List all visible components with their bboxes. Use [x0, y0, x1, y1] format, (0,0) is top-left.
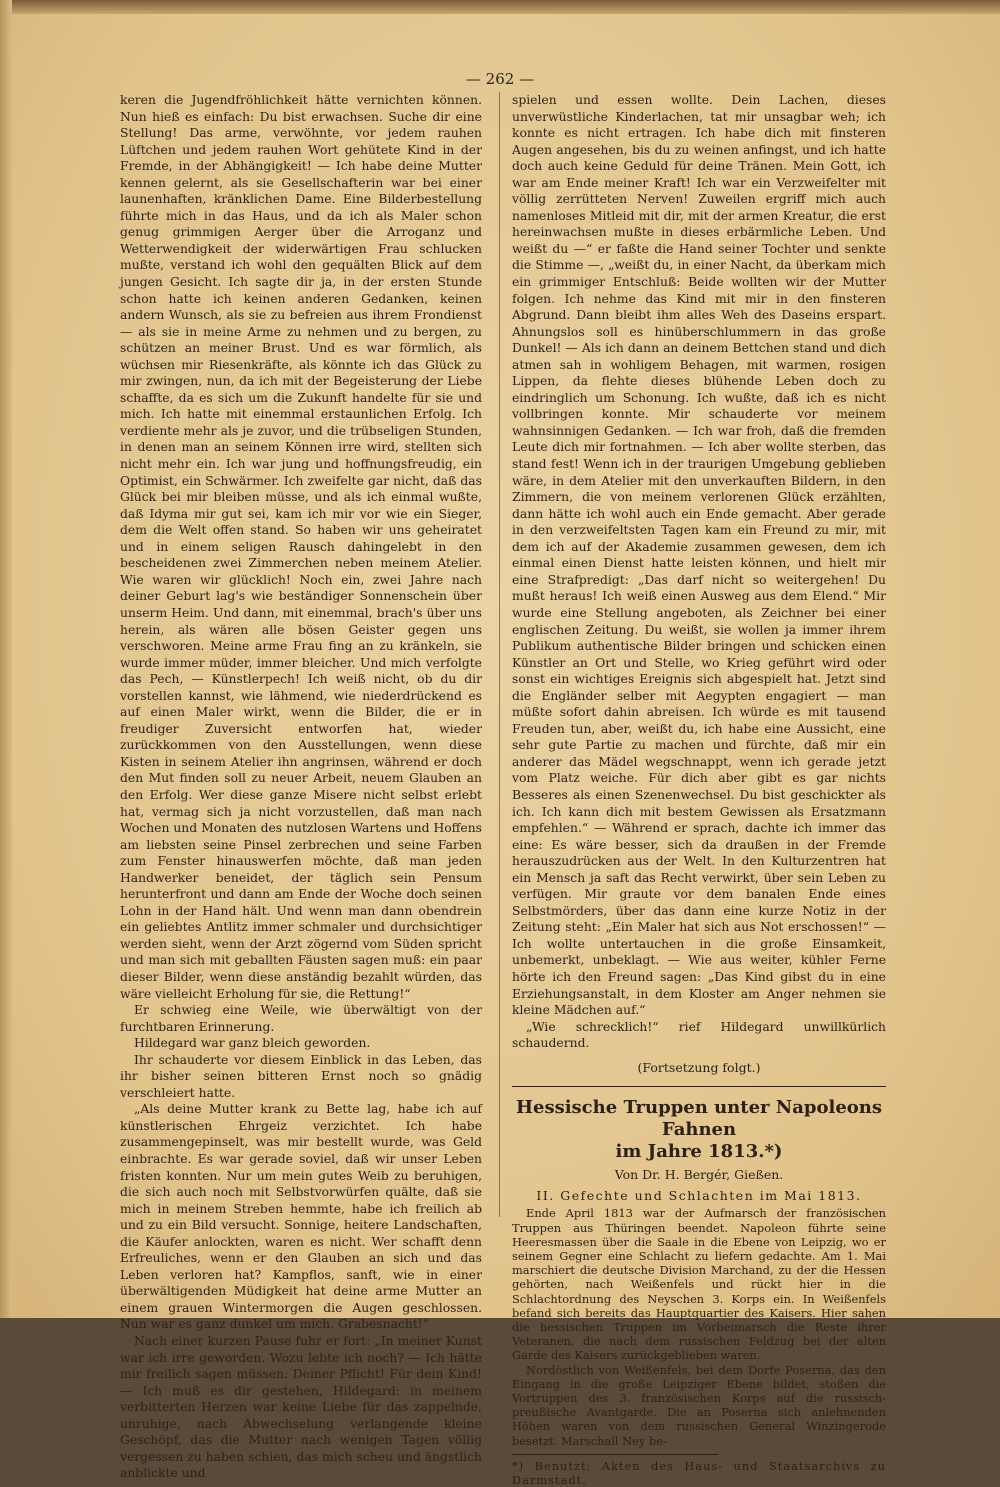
left-paragraph: Ihr schauderte vor diesem Einblick in das Leben, das ihr bisher seinen bitteren Ernst noch so gnädig verschleiert hatte.	[120, 1052, 482, 1100]
article-paragraph: Ende April 1813 war der Aufmarsch der französischen Truppen aus Thüringen beendet. Napoleon führte seine Heeresmassen über die Saale in die Ebene von Leipzig, wo er seinem Gegner eine Schlacht zu liefern gedachte. Am 1. Mai marschiert die deutsche Division Marchand, zu der die Hessen gehörten, nach Weißenfels und rückt hier in die Schlachtordnung des Neyschen 3. Korps ein. In Weißenfels befand sich bereits das Hauptquartier des Kaisers. Hier sahen die hessischen Truppen im Vorbeimarsch die Reste ihrer Veteranen, die nach dem russischen Feldzug bei der alten Garde des Kaisers zurückgeblieben waren.	[512, 1206, 886, 1363]
left-paragraph: keren die Jugendfröhlichkeit hätte vernichten können. Nun hieß es einfach: Du bist erwachsen. Suche dir eine Stellung! Das arme, verwöhnte, vor jedem rauhen Lüftchen und jedem rauhen Wort gehütete Kind in der Fremde, in der Abhängigkeit! — Ich habe deine Mutter kennen gelernt, als sie Gesellschafterin war bei einer launenhaften, kränklichen Dame. Eine Bilderbestellung führte mich in das Haus, und da ich als Maler schon genug grimmigen Aerger über die Arroganz und Wetterwendigkeit der widerwärtigen Frau schlucken mußte, verstand ich wohl den gequälten Blick auf dem jungen Gesicht. Ich sagte dir ja, in der ersten Stunde schon hatte ich keinen anderen Gedanken, keinen andern Wunsch, als sie zu befreien aus ihrem Frondienst — als sie in meine Arme zu nehmen und zu bergen, zu schützen an meiner Brust. Und es war förmlich, als wüchsen mir Riesenkräfte, als könnte ich das Glück zu mir zwingen, nun, da ich mit der Begeisterung der Liebe schaffte, da es sich um die Zukunft handelte für sie und mich. Ich hatte mit einemmal erstaunlichen Erfolg. Ich verdiente mehr als je zuvor, und die trübseligen Stunden, in denen man an seinem Können irre wird, stellten sich nicht mehr ein. Ich war jung und hoffnungsfreudig, ein Optimist, ein Schwärmer. Ich zweifelte gar nicht, daß das Glück bei mir bleiben müsse, und als ich einmal wußte, daß Idyma mir gut sei, kam ich mir vor wie ein Sieger, dem die Welt offen stand. So haben wir uns geheiratet und in einem seligen Rausch dahingelebt in den bescheidenen zwei Zimmerchen neben meinem Atelier. Wie waren wir glücklich! Noch ein, zwei Jahre nach deiner Geburt lag's wie beständiger Sonnenschein über unserm Heim. Und dann, mit einemmal, brach's über uns herein, als wären alle bösen Geister gegen uns verschworen. Meine arme Frau fing an zu kränkeln, sie wurde immer müder, immer bleicher. Und mich verfolgte das Pech, — Künstlerpech! Ich weiß nicht, ob du dir vorstellen kannst, wie lähmend, wie niederdrückend es auf einen Maler wirkt, wenn die Bilder, die er in freudiger Zuversicht entworfen hat, wieder zurückkommen von den Ausstellungen, wenn diese Kisten in seinem Atelier ihn angrinsen, während er doch den Mut finden soll zu neuer Arbeit, neuem Glauben an den Erfolg. Wer diese ganze Misere nicht selbst erlebt hat, vermag sich ja nicht vorzustellen, daß man nach Wochen und Monaten des nutzlosen Wartens und Hoffens am liebsten seine Pinsel zerbrechen und seine Farben zum Fenster hinauswerfen möchte, daß man jeden Handwerker beneidet, der täglich sein Pensum herunterfront und dann am Ende der Woche doch seinen Lohn in der Hand hält. Und wenn man dann obendrein ein geliebtes Antlitz immer schmaler und durchsichtiger werden sieht, wenn der Arzt zögernd vom Süden spricht und man sich mit geballten Fäusten sagen muß: ein paar dieser Bilder, wenn diese anständig bezahlt würden, das wäre vielleicht Erholung für sie, die Rettung!“	[120, 93, 482, 1001]
page-binding-edge	[0, 0, 12, 1318]
article-paragraph: Nordöstlich von Weißenfels, bei dem Dorfe Poserna, das den Eingang in die große Leipziger Ebene bildet, stoßen die Vortruppen des 3. französischen Korps auf die russisch-preußische Avantgarde. Die an Poserna sich anlehnenden Höhen waren von dem russischen General Winzingerode besetzt. Marschall Ney be-	[512, 1362, 886, 1448]
left-paragraph: „Als deine Mutter krank zu Bette lag, habe ich auf künstlerischen Ehrgeiz verzichtet. Ich habe zusammengepinselt, was mir bestellt wurde, was Geld einbrachte. Es war gerade soviel, daß wir unser Leben fristen konnten. Nur um mein gutes Weib zu beruhigen, die sich auch noch mit Selbstvorwürfen quälte, daß sie mich in meinem Streben hemmte, habe ich freilich ab und zu ein Bild versucht. Sonnige, heitere Landschaften, die Käufer anlockten, waren es nicht. Wer schafft denn Erfreuliches, wenn er den Glauben an sich und das Leben verloren hat? Kampflos, sanft, wie in einer überwältigenden Müdigkeit hat deine arme Mutter an einem grauen Wintermorgen die Augen geschlossen. Nun war es ganz dunkel um mich. Grabesnacht!“	[120, 1102, 482, 1332]
left-column	[120, 92, 482, 1482]
left-paragraph: Hildegard war ganz bleich geworden.	[134, 1036, 371, 1051]
right-column	[512, 92, 886, 1487]
article-title	[512, 1097, 886, 1163]
page-top-edge	[0, 0, 1000, 14]
article-byline: Von Dr. H. Bergér, Gießen.	[614, 1167, 784, 1183]
article-separator	[512, 1086, 886, 1087]
footnote-rule	[512, 1454, 718, 1455]
left-paragraph: Er schwieg eine Weile, wie überwältigt von der furchtbaren Erinnerung.	[120, 1003, 482, 1034]
page-number: — 262 —	[465, 70, 535, 88]
section-heading: II. Gefechte und Schlachten im Mai 1813.	[536, 1187, 862, 1203]
continued-note: (Fortsetzung folgt.)	[637, 1059, 761, 1075]
article-title-line: Hessische Truppen unter Napoleons Fahnen	[515, 1097, 882, 1141]
column-rule	[499, 92, 500, 1217]
footnote: *) Benutzt: Akten des Haus- und Staatsarchivs zu Darmstadt.	[512, 1458, 886, 1487]
left-paragraph: Nach einer kurzen Pause fuhr er fort: „In meiner Kunst war ich irre geworden. Wozu lebte ich noch? — Ich hätte mir freilich sagen müssen: Deiner Pflicht! Für dein Kind! — Ich muß es dir gestehen, Hildegard: in meinem verbitterten Herzen war keine Liebe für das zappelnde, unruhige, nach Abwechselung verlangende kleine Geschöpf, das die Mutter nach wenigen Tagen völlig vergessen zu haben schien, das mich scheu und ängstlich anblickte und	[120, 1334, 482, 1481]
right-paragraph: „Wie schrecklich!“ rief Hildegard unwillkürlich schaudernd.	[512, 1019, 886, 1051]
right-paragraph: spielen und essen wollte. Dein Lachen, dieses unverwüstliche Kinderlachen, tat mir unsagbar weh; ich konnte es nicht ertragen. Ich habe dich mit finsteren Augen angesehen, bis du zu weinen anfingst, und ich hatte doch auch keine Geduld für deine Tränen. Mein Gott, ich war am Ende meiner Kraft! Ich war ein Verzweifelter mit völlig zerrütteten Nerven! Zuweilen ergriff mich auch namenloses Mitleid mit dir, mit der armen Kreatur, die erst hereinwachsen mußte in dieses erbärmliche Leben. Und weißt du —“ er faßte die Hand seiner Tochter und senkte die Stimme —, „weißt du, in einer Nacht, da überkam mich ein grimmiger Entschluß: Beide wollten wir der Mutter folgen. Ich nehme das Kind mit mir in den finsteren Abgrund. Dann bleibt ihm alles Weh des Daseins erspart. Ahnungslos soll es hinüberschlummern in das große Dunkel! — Als ich dann an deinem Bettchen stand und dich atmen sah in wohligem Behagen, mit warmen, rosigen Lippen, da flehte dieses blühende Leben doch zu eindringlich um Schonung. Ich wußte, daß ich es nicht vollbringen konnte. Mir schauderte vor meinem wahnsinnigen Gedanken. — Ich war froh, daß die fremden Leute dich mir fortnahmen. — Ich aber wollte sterben, das stand fest! Wenn ich in der traurigen Umgebung geblieben wäre, in dem Atelier mit den unverkauften Bildern, in den Zimmern, die von meinem verlorenen Glück erzählten, dann hätte ich wohl auch ein Ende gemacht. Aber gerade in den verzweifeltsten Tagen kam ein Freund zu mir, mit dem ich auf der Akademie zusammen gewesen, dem ich einmal einen Dienst hatte leisten können, und hielt mir eine Strafpredigt: „Das darf nicht so weitergehen! Du mußt heraus! Ich weiß einen Ausweg aus dem Elend.“ Mir wurde eine Stellung angeboten, als Zeichner bei einer englischen Zeitung. Du weißt, sie wollen ja immer ihrem Publikum authentische Bilder bringen und schicken einen Künstler an Ort und Stelle, wo Krieg geführt wird oder sonst ein wichtiges Ereignis sich abgespielt hat. Jetzt sind die Engländer selber mit Aegypten engagiert — man müßte sofort dahin abreisen. Ich würde es mit tausend Freuden tun, aber, weißt du, ich habe eine Aussicht, eine sehr gute Partie zu machen und fürchte, daß mir ein anderer das Mädel wegschnappt, wenn ich gerade jetzt vom Platz weiche. Für dich aber gibt es gar nichts Besseres als einen Szenenwechsel. Du bist geschickter als ich. Ich kann dich mit bestem Gewissen als Ersatzmann empfehlen.“ — Während er sprach, dachte ich immer das eine: Es wäre besser, sich da draußen in der Fremde herauszudrücken aus der Welt. In den Kulturzentren hat ein Mensch ja saft das Recht verwirkt, über sein Leben zu verfügen. Mir graute vor dem banalen Ende eines Selbstmörders, über das dann eine kurze Notiz in der Zeitung steht: „Ein Maler hat sich aus Not erschossen!“ — Ich wollte untertauchen in die große Einsamkeit, unbemerkt, unbeklagt. — Wie aus weiter, kühler Ferne hörte ich den Freund sagen: „Das Kind gibst du in eine Erziehungsanstalt, in dem Kloster am Anger nehmen sie kleine Mädchen auf.“	[512, 93, 886, 1018]
article-title-line: im Jahre 1813.*)	[615, 1141, 783, 1163]
